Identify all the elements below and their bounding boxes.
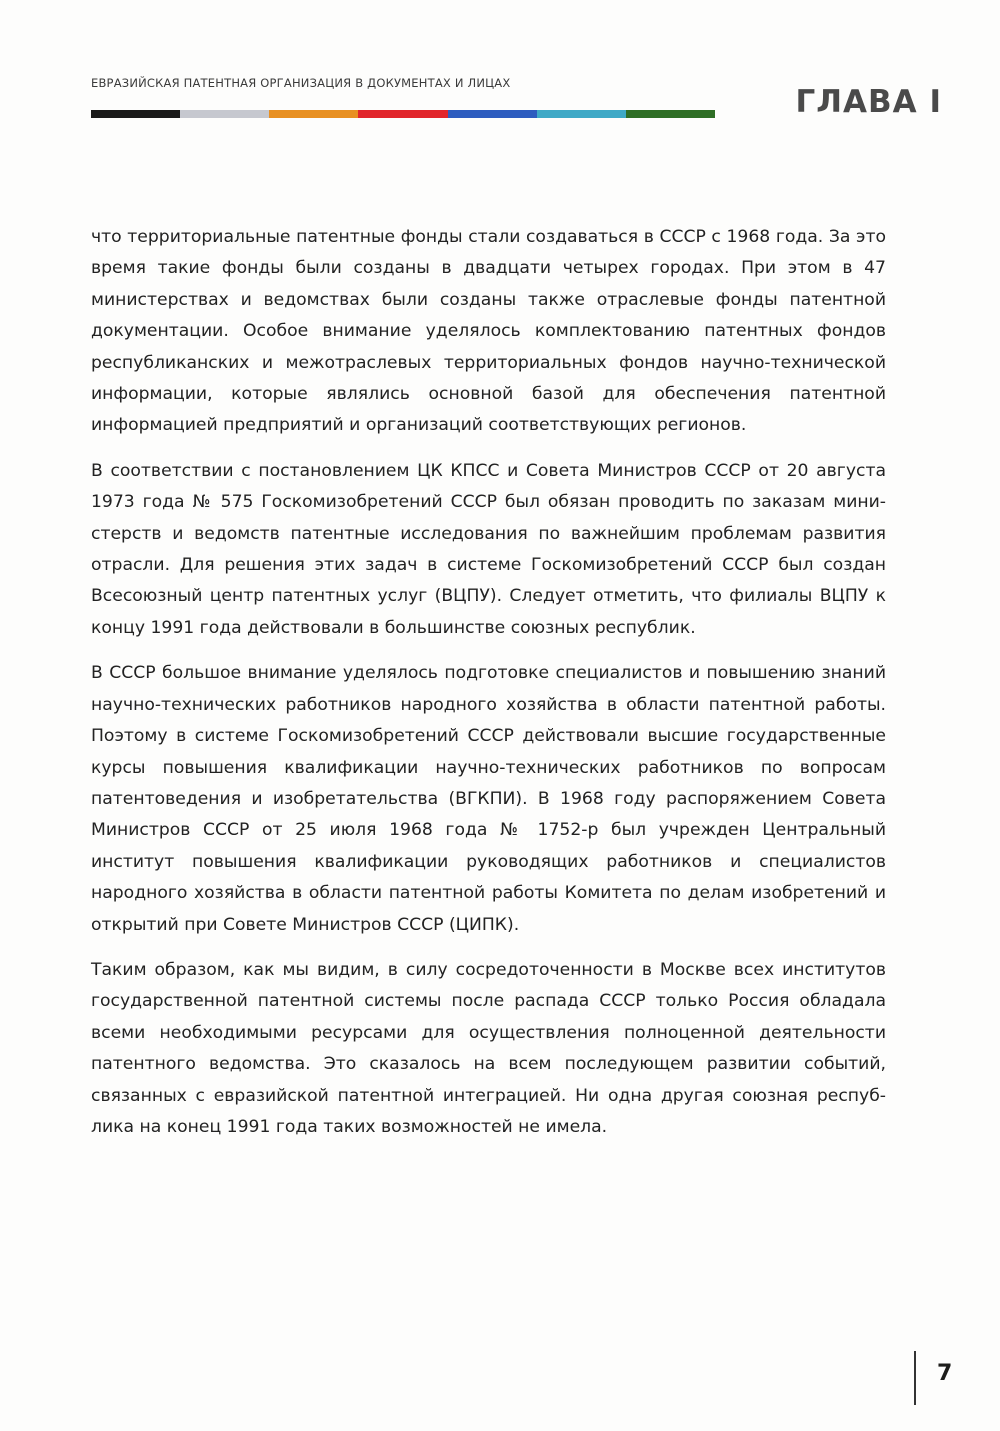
header-color-bar — [91, 110, 715, 118]
color-bar-segment — [448, 110, 537, 118]
color-bar-segment — [269, 110, 358, 118]
color-bar-segment — [537, 110, 626, 118]
color-bar-segment — [626, 110, 715, 118]
color-bar-segment — [358, 110, 447, 118]
body-text — [91, 222, 886, 1157]
paragraph: В СССР большое внимание уделялось подготовке специалистов и повышению знаний научно-технических работников народного хозяйства в области патентной работы. Поэтому в системе Госкомизобретений СССР действовали высшие государственные курсы повышения квалификации научно-технических работников по вопросам патентоведения и изобретательства (ВГКПИ). В 1968 году распоряжением Совета Министров СССР от 25 июля 1968 года № 1752-р был учрежден Центральный институт повышения квалификации руководящих работников и специалистов народного хозяйства в области патентной работы Комитета по делам изобретений и открытий при Совете Министров СССР (ЦИПК). — [91, 663, 886, 935]
running-header-title: ЕВРАЗИЙСКАЯ ПАТЕНТНАЯ ОРГАНИЗАЦИЯ В ДОКУМЕНТАХ И ЛИЦАХ — [91, 76, 511, 90]
page-number: 7 — [937, 1361, 953, 1386]
color-bar-segment — [180, 110, 269, 118]
paragraph: В соответствии с постановлением ЦК КПСС и Совета Министров СССР от 20 августа 1973 года № 575 Госкомизобретений СССР был обязан проводить по заказам министерств и ведомств патентные исследования по важнейшим проблемам развития отрасли. Для решения этих задач в системе Госкомизобретений СССР был создан Всесоюзный центр патентных услуг (ВЦПУ). Следует отметить, что филиалы ВЦПУ к концу 1991 года действовали в большинстве союзных республик. — [91, 460, 886, 638]
paragraph: Таким образом, как мы видим, в силу сосредоточенности в Москве всех институтов государственной патентной системы после распада СССР только Россия обладала всеми необходимыми ресурсами для осуществления полноценной деятельности патентного ведомства. Это сказалось на всем последующем развитии событий, связанных с евразийской патентной интеграцией. Ни одна другая союзная республика на конец 1991 года таких возможностей не имела. — [91, 959, 886, 1137]
color-bar-segment — [91, 110, 180, 118]
chapter-title: ГЛАВА I — [795, 84, 942, 120]
paragraph: что территориальные патентные фонды стали создаваться в СССР с 1968 года. За это время такие фонды были созданы в двадцати четырех городах. При этом в 47 министерствах и ведомствах были созданы также отраслевые фонды патентной документации. Особое внимание уделялось комплектованию патентных фондов республиканских и межотраслевых территориальных фондов научно-технической информации, которые являлись основной базой для обеспечения патентной информацией предприятий и организаций соответствующих регионов. — [91, 227, 886, 436]
page-number-divider — [914, 1351, 916, 1405]
